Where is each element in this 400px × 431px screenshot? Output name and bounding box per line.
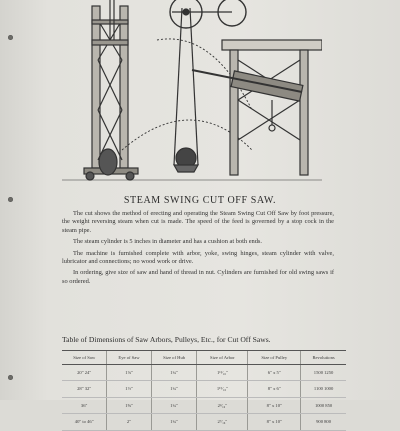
table-cell: 1½" [107, 381, 151, 397]
table-cell: 1000 850 [301, 397, 346, 413]
table-cell: 1¾" [151, 381, 197, 397]
table-row [62, 414, 346, 430]
table-cell: 1¹¹⁄₁₆" [197, 365, 248, 381]
table-header-row [62, 351, 346, 365]
table-cell: 28" 32" [62, 381, 107, 397]
table-row [62, 365, 346, 381]
table-cell: 1¹⁵⁄₁₆" [197, 381, 248, 397]
table-cell: 1100 1000 [301, 381, 346, 397]
dimensions-table [62, 350, 346, 431]
paragraph: The steam cylinder is 5 inches in diameter and has a cushion at both ends. [73, 238, 263, 246]
table-cell: 1¾" [151, 414, 197, 430]
table-cell: 8" x 6" [248, 381, 301, 397]
table-cell: 40" to 46" [62, 414, 107, 430]
table-cell: 900 800 [301, 414, 346, 430]
column-header: Revolutions [301, 351, 346, 365]
paragraph: In ordering, give size of saw and hand of thread in nut. Cylinders are furnished for old swing saws if so ordered. [62, 269, 334, 285]
table-cell: 1¾" [151, 397, 197, 413]
description-text [62, 210, 334, 289]
column-header: Size of Pulley [248, 351, 301, 365]
table-cell: 2⁷⁄₁₆" [197, 414, 248, 430]
column-header: Size of Saw [62, 351, 107, 365]
table-cell: 1500 1250 [301, 365, 346, 381]
table-title: Table of Dimensions of Saw Arbors, Pulleys, Etc., for Cut Off Saws. [62, 335, 271, 344]
table-cell: 1⅝" [107, 397, 151, 413]
binder-hole [8, 35, 13, 40]
column-header: Size of Hub [151, 351, 197, 365]
table-cell: 36" [62, 397, 107, 413]
table-cell: 8" x 10" [248, 414, 301, 430]
table-cell: 2³⁄₁₆" [197, 397, 248, 413]
table-cell: 1¾" [151, 365, 197, 381]
figure-caption: STEAM SWING CUT OFF SAW. [123, 195, 277, 206]
column-header: Eye of Saw [107, 351, 151, 365]
paragraph: The cut shows the method of erecting and operating the Steam Swing Cut Off Saw by foot pressure, the weight reversing steam when cut is made. The speed of the feed is governed by a stop cock in the steam pipe. [62, 210, 334, 234]
table-cell: 1⅛" [107, 365, 151, 381]
paragraph: The machine is furnished complete with arbor, yoke, swing hinges, steam cylinder with valve, lubricator and connections; no wood work or drive. [62, 249, 334, 265]
table-cell: 2" [107, 414, 151, 430]
binder-hole [8, 375, 13, 380]
table-row [62, 381, 346, 397]
table-cell: 6" x 5" [248, 365, 301, 381]
column-header: Size of Arbor [197, 351, 248, 365]
table-cell: 8" x 10" [248, 397, 301, 413]
steam-swing-saw-illustration [62, 0, 322, 188]
table-cell: 20" 24" [62, 365, 107, 381]
